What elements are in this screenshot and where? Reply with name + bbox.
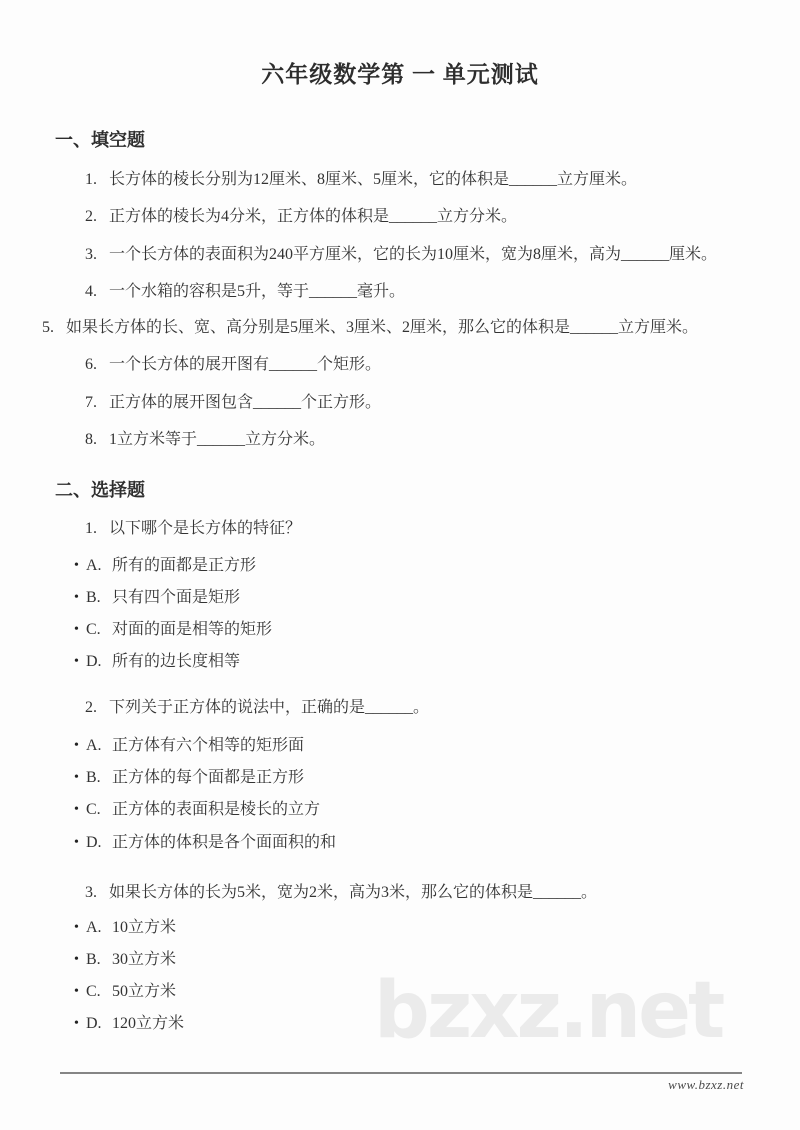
option-text: 10立方米 (112, 919, 177, 936)
fill-in-question-7 (85, 393, 381, 412)
footer-url: www.bzxz.net (668, 1077, 744, 1092)
question-number: 1. (85, 171, 97, 188)
option-letter: C. (86, 801, 101, 818)
option-text: 30立方米 (112, 951, 177, 968)
bullet-icon: • (74, 590, 79, 605)
option-letter: D. (86, 1015, 102, 1032)
question-number: 3. (85, 884, 97, 901)
option-text: 120立方米 (112, 1015, 185, 1032)
choice-q1-option-c (74, 620, 272, 639)
question-text: 1立方米等于______立方分米。 (109, 431, 326, 448)
bullet-icon: • (74, 770, 79, 785)
footer-divider (60, 1072, 742, 1074)
option-letter: B. (86, 589, 101, 606)
choice-q2-option-c (74, 800, 320, 819)
option-letter: A. (86, 557, 102, 574)
choice-q1-option-a (74, 556, 256, 575)
option-letter: D. (86, 653, 102, 670)
fill-in-question-5 (42, 318, 698, 337)
option-text: 正方体的每个面都是正方形 (112, 769, 305, 786)
page-title: 六年级数学第 一 单元测试 (261, 62, 539, 87)
option-letter: D. (86, 834, 102, 851)
option-text: 50立方米 (112, 983, 177, 1000)
option-text: 所有的面都是正方形 (112, 557, 257, 574)
question-text: 如果长方体的长、宽、高分别是5厘米、3厘米、2厘米，那么它的体积是______立方厘米。 (66, 319, 699, 336)
option-text: 正方体有六个相等的矩形面 (112, 737, 305, 754)
choice-q3-option-d (74, 1014, 184, 1033)
choice-question-1 (85, 519, 301, 538)
option-letter: C. (86, 983, 101, 1000)
question-text: 一个水箱的容积是5升，等于______毫升。 (109, 283, 406, 300)
choice-q3-option-c (74, 982, 176, 1001)
choice-question-3 (85, 883, 597, 902)
question-number: 2. (85, 208, 97, 225)
question-number: 5. (42, 319, 54, 336)
option-letter: A. (86, 919, 102, 936)
question-text: 一个长方体的表面积为240平方厘米，它的长为10厘米，宽为8厘米，高为______厘米。 (109, 246, 718, 263)
option-letter: B. (86, 951, 101, 968)
question-text: 下列关于正方体的说法中，正确的是______。 (109, 699, 430, 716)
question-text: 正方体的展开图包含______个正方形。 (109, 394, 382, 411)
bullet-icon: • (74, 802, 79, 817)
fill-in-question-3 (85, 245, 717, 264)
choice-q2-option-a (74, 736, 304, 755)
question-number: 7. (85, 394, 97, 411)
section-fill-in-heading: 一、填空题 (55, 130, 145, 150)
fill-in-question-1 (85, 170, 637, 189)
fill-in-question-6 (85, 355, 381, 374)
choice-q2-option-d (74, 833, 336, 852)
question-number: 8. (85, 431, 97, 448)
question-text: 一个长方体的展开图有______个矩形。 (109, 356, 382, 373)
choice-question-2 (85, 698, 429, 717)
question-text: 如果长方体的长为5米，宽为2米，高为3米，那么它的体积是______。 (109, 884, 598, 901)
choice-q1-option-b (74, 588, 240, 607)
question-number: 1. (85, 520, 97, 537)
fill-in-question-8 (85, 430, 325, 449)
question-number: 6. (85, 356, 97, 373)
question-number: 3. (85, 246, 97, 263)
option-text: 正方体的体积是各个面面积的和 (112, 834, 337, 851)
question-number: 2. (85, 699, 97, 716)
option-text: 只有四个面是矩形 (112, 589, 241, 606)
bullet-icon: • (74, 984, 79, 999)
question-text: 长方体的棱长分别为12厘米、8厘米、5厘米，它的体积是______立方厘米。 (109, 171, 638, 188)
choice-q2-option-b (74, 768, 304, 787)
option-text: 对面的面是相等的矩形 (112, 621, 273, 638)
option-letter: A. (86, 737, 102, 754)
option-letter: C. (86, 621, 101, 638)
bullet-icon: • (74, 835, 79, 850)
bullet-icon: • (74, 622, 79, 637)
bullet-icon: • (74, 920, 79, 935)
question-number: 4. (85, 283, 97, 300)
choice-q3-option-b (74, 950, 176, 969)
choice-q3-option-a (74, 918, 176, 937)
section-choice-heading: 二、选择题 (55, 480, 145, 500)
fill-in-question-2 (85, 207, 517, 226)
option-text: 所有的边长度相等 (112, 653, 241, 670)
site-watermark: bzxz.net (374, 966, 723, 1056)
bullet-icon: • (74, 654, 79, 669)
option-letter: B. (86, 769, 101, 786)
fill-in-question-4 (85, 282, 405, 301)
bullet-icon: • (74, 952, 79, 967)
bullet-icon: • (74, 558, 79, 573)
question-text: 正方体的棱长为4分米，正方体的体积是______立方分米。 (109, 208, 518, 225)
bullet-icon: • (74, 738, 79, 753)
option-text: 正方体的表面积是棱长的立方 (112, 801, 321, 818)
question-text: 以下哪个是长方体的特征？ (109, 520, 302, 537)
choice-q1-option-d (74, 652, 240, 671)
bullet-icon: • (74, 1016, 79, 1031)
